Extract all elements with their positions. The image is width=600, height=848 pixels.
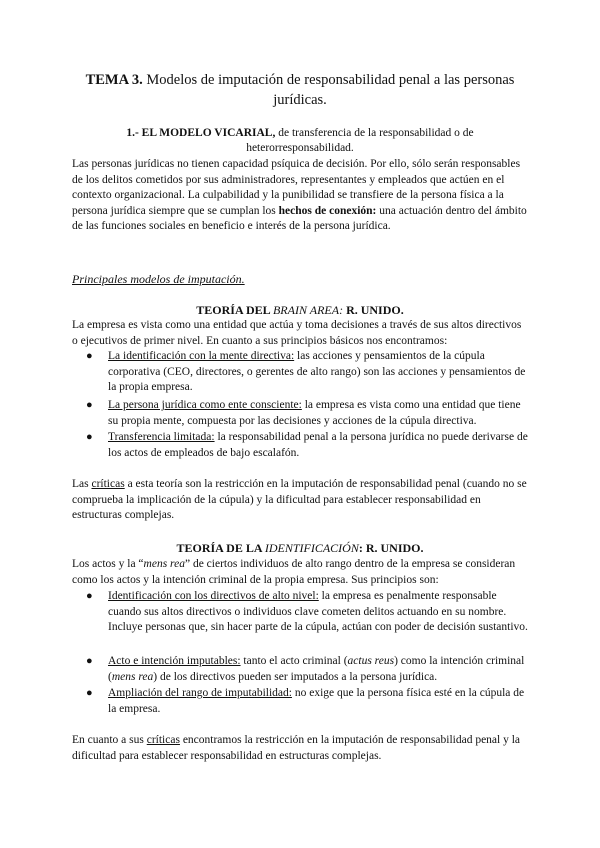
bold-run: hechos de conexión: (278, 204, 377, 217)
text-run: ” de ciertos individuos de alto rango dentro de la empresa se consideran como los actos y la intención criminal de la propia empresa. Sus principios son: (72, 558, 516, 586)
text-run: R. UNIDO. (343, 303, 404, 317)
bullet-icon: ● (86, 655, 93, 667)
text-run: ) como la intención criminal ( (108, 655, 525, 683)
italic-run: BRAIN AREA: (272, 303, 344, 317)
section1-paragraph (72, 157, 528, 235)
models-heading: Principales modelos de imputación. (72, 272, 245, 286)
theory1-bullet (86, 430, 528, 461)
text-run: las acciones y pensamientos de la cúpula corporativa (CEO, directores, o gerentes de alto rango) son las acciones y pensamientos de la propia empresa. (108, 350, 526, 393)
theory1-bullet (86, 398, 528, 429)
title-text: Modelos de imputación de responsabilidad penal a las personas jurídicas. (142, 72, 515, 108)
theory1-criticism (72, 477, 528, 524)
text-run: : R. UNIDO. (358, 541, 424, 555)
text-run: encontramos la restricción en la imputación de responsabilidad penal y la dificultad para establecer responsabilidad en estructuras complejas. (72, 734, 521, 762)
theory1-heading (72, 303, 528, 318)
italic-run: mens rea (143, 558, 185, 570)
theory2-heading (72, 541, 528, 556)
text-run: En cuanto a sus (72, 734, 147, 746)
theory2-intro (72, 557, 528, 588)
text-run: la empresa es vista como una entidad que tiene su propia mente, compuesta por las decisiones y acciones de la cúpula directiva. (108, 399, 521, 427)
section1-heading (80, 126, 520, 156)
text-run: TEORÍA DEL (196, 303, 273, 317)
text-run: no exige que la persona física esté en la cúpula de la empresa. (108, 687, 525, 715)
theory2-criticism (72, 733, 528, 764)
underlined-run: críticas (91, 478, 125, 490)
underlined-run: Identificación con los directivos de alto nivel: (108, 590, 319, 602)
title-number: TEMA 3. (85, 72, 143, 88)
theory2-bullet (86, 589, 528, 636)
underlined-run: Acto e intención imputables: (108, 655, 241, 667)
theory2-bullet (86, 686, 528, 717)
bullet-icon: ● (86, 590, 93, 602)
section1-heading-rest: de transferencia de la responsabilidad o de heterorresponsabilidad. (246, 127, 474, 154)
underlined-run: Ampliación del rango de imputabilidad: (108, 687, 292, 699)
page-title (80, 70, 520, 110)
bullet-icon: ● (86, 687, 93, 699)
bullet-icon: ● (86, 350, 93, 362)
underlined-run: La persona jurídica como ente consciente: (108, 399, 302, 411)
italic-run: IDENTIFICACIÓN (264, 541, 359, 555)
italic-run: mens rea (111, 670, 154, 683)
text-run: la responsabilidad penal a la persona jurídica no puede derivarse de los actos de empleados de bajo escalafón. (108, 431, 528, 459)
section1-heading-bold: 1.- EL MODELO VICARIAL, (126, 127, 276, 139)
underlined-run: La identificación con la mente directiva: (108, 350, 295, 362)
text-run: Las (72, 478, 92, 490)
theory2-bullet (86, 654, 528, 685)
underlined-run: críticas (146, 734, 180, 746)
bullet-icon: ● (86, 399, 93, 411)
bullet-icon: ● (86, 431, 93, 443)
text-run: tanto el acto criminal ( (240, 655, 348, 667)
theory1-bullet (86, 349, 528, 396)
text-run: Los actos y la “ (72, 558, 144, 570)
text-run: Las personas jurídicas no tienen capacidad psíquica de decisión. Por ello, sólo serán responsables de los delitos cometidos por sus administradores, representantes y empleados que actúen en el contexto organizacional. La culpabilidad y la punibilidad se transfiere de la persona física a la persona jurídica siempre que se cumplan los (72, 158, 521, 217)
text-run: ) de los directivos pueden ser imputados a la persona jurídica. (153, 670, 438, 683)
text-run: una actuación dentro del ámbito de las funciones sociales en beneficio e interés de la persona jurídica. (72, 204, 527, 232)
theory1-intro: La empresa es vista como una entidad que actúa y toma decisiones a través de sus altos directivos o ejecutivos de primer nivel. En cuanto a sus principios básicos nos encontramos: (72, 319, 522, 347)
text-run: TEORÍA DE LA (176, 541, 265, 555)
text-run: la empresa es penalmente responsable cuando sus altos directivos o individuos clave cometen delitos actuando en su nombre. Incluye personas que, sin hacer parte de la cúpula, actúan con poder de decisión sustantivo. (108, 590, 528, 633)
italic-run: actus reus (347, 655, 395, 667)
underlined-run: Transferencia limitada: (108, 431, 215, 443)
text-run: a esta teoría son la restricción en la imputación de responsabilidad penal (cuando no se comprueba la implicación de la cúpula) y la dificultad para establecer responsabilidad en estructuras complejas. (72, 478, 527, 521)
